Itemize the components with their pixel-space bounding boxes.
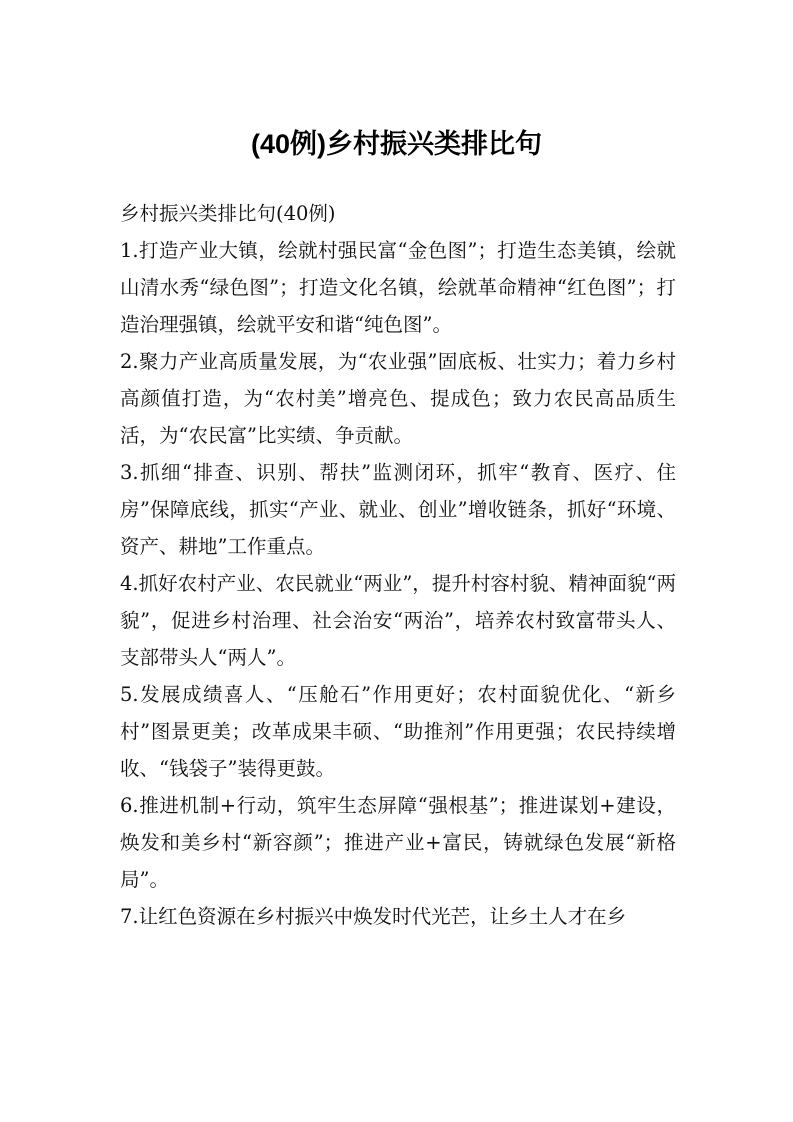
document-title: (40例)乡村振兴类排比句: [250, 129, 542, 159]
document-body: [120, 195, 676, 935]
paragraph-3: 3.抓细“排查、识别、帮扶”监测闭环，抓牢“教育、医疗、住房”保障底线，抓实“产业、就业、创业”增收链条，抓好“环境、资产、耕地”工作重点。: [120, 461, 676, 558]
paragraph-5: 5.发展成绩喜人、“压舱石”作用更好；农村面貌优化、“新乡村”图景更美；改革成果丰硕、“助推剂”作用更强；农民持续增收、“钱袋子”装得更鼓。: [120, 683, 676, 780]
paragraph-4: 4.抓好农村产业、农民就业“两业”，提升村容村貌、精神面貌“两貌”，促进乡村治理、社会治安“两治”，培养农村致富带头人、支部带头人“两人”。: [120, 572, 676, 669]
paragraph-7: 7.让红色资源在乡村振兴中焕发时代光芒，让乡土人才在乡: [120, 905, 627, 928]
document-subtitle: 乡村振兴类排比句(40例): [120, 202, 336, 225]
paragraph-6: 6.推进机制+行动，筑牢生态屏障“强根基”；推进谋划+建设，焕发和美乡村“新容颜”；推进产业+富民，铸就绿色发展“新格局”。: [120, 794, 676, 891]
paragraph-1: 1.打造产业大镇，绘就村强民富“金色图”；打造生态美镇，绘就山清水秀“绿色图”；打造文化名镇，绘就革命精神“红色图”；打造治理强镇，绘就平安和谐“纯色图”。: [120, 239, 676, 336]
paragraph-2: 2.聚力产业高质量发展，为“农业强”固底板、壮实力；着力乡村高颜值打造，为“农村美”增亮色、提成色；致力农民高品质生活，为“农民富”比实绩、争贡献。: [120, 350, 676, 447]
